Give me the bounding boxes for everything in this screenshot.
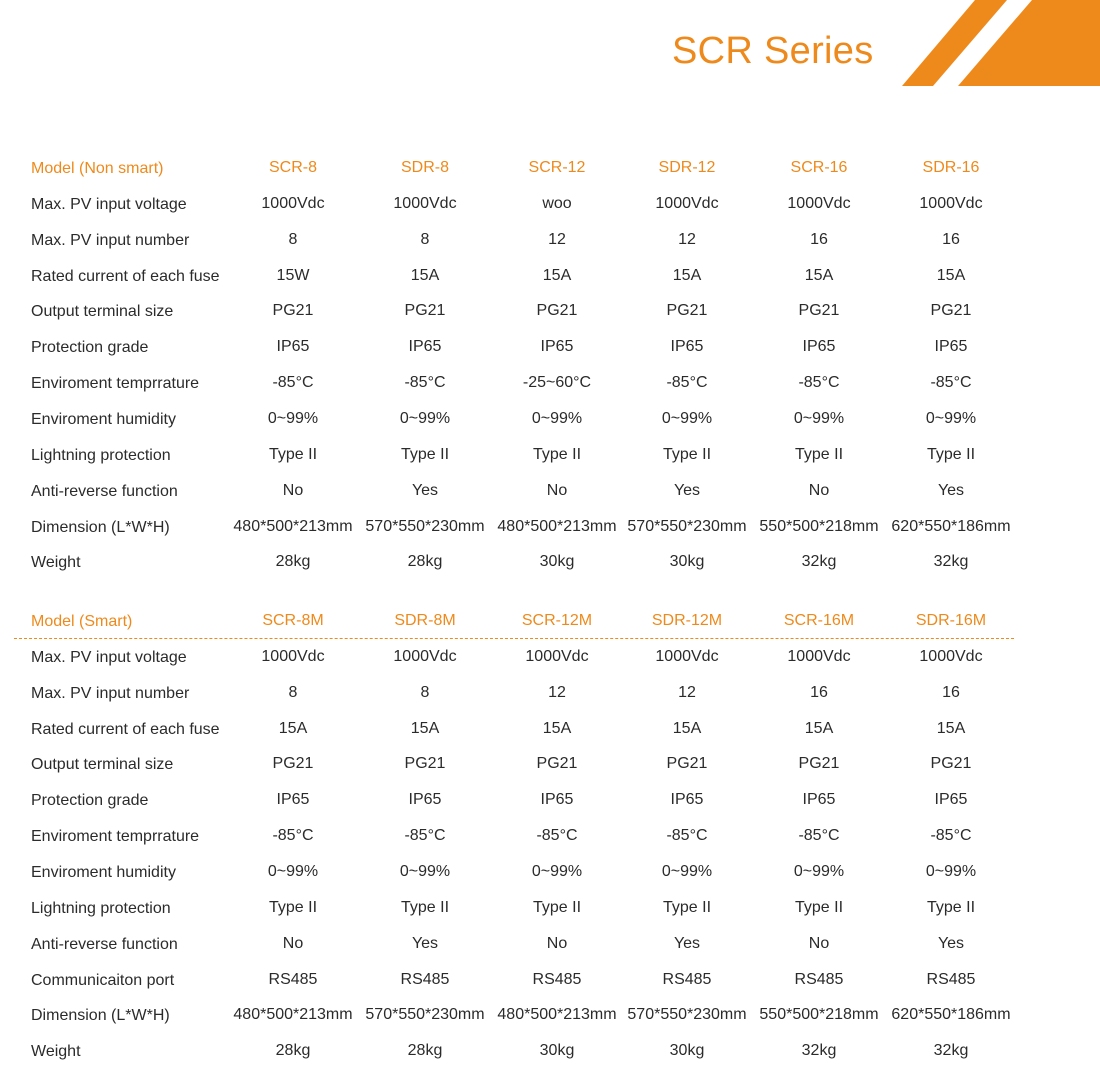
spec-value-cell: 1000Vdc — [655, 194, 719, 212]
spec-row — [0, 293, 1100, 329]
spec-value-cell: 0~99% — [661, 409, 713, 427]
spec-value-cell: IP65 — [408, 791, 442, 809]
spec-value-cell: 0~99% — [925, 862, 977, 880]
spec-row — [0, 509, 1100, 545]
spec-label: Weight — [31, 554, 81, 572]
spec-value-cell: 15A — [542, 719, 572, 737]
spec-value-cell: -85°C — [666, 827, 708, 845]
spec-value-cell: No — [808, 934, 830, 952]
spec-row — [0, 401, 1100, 437]
spec-row — [0, 437, 1100, 473]
spec-row — [0, 639, 1100, 675]
spec-value-cell: Type II — [662, 445, 712, 463]
spec-value-cell: RS485 — [662, 970, 712, 988]
spec-value-cell: PG21 — [930, 755, 972, 773]
spec-value-cell: 0~99% — [531, 862, 583, 880]
spec-value-cell: -85°C — [798, 827, 840, 845]
spec-label: Communicaiton port — [31, 971, 175, 989]
spec-value-cell: 480*500*213mm — [497, 517, 617, 535]
model-name-cell: SDR-12 — [658, 159, 716, 176]
spec-value-cell: -85°C — [798, 374, 840, 392]
spec-value-cell: 480*500*213mm — [233, 1006, 353, 1024]
model-header-label: Model (Smart) — [31, 613, 133, 630]
spec-value-cell: PG21 — [666, 755, 708, 773]
spec-label: Max. PV input number — [31, 684, 190, 702]
spec-row — [0, 962, 1100, 998]
spec-value-cell: No — [282, 481, 304, 499]
model-name-cell: SCR-16 — [790, 159, 848, 176]
spec-value-cell: 1000Vdc — [919, 194, 983, 212]
spec-value-cell: 32kg — [801, 1042, 837, 1060]
spec-value-cell: 1000Vdc — [393, 194, 457, 212]
spec-row — [0, 186, 1100, 222]
spec-value-cell: 15A — [410, 719, 440, 737]
spec-value-cell: IP65 — [540, 338, 574, 356]
spec-label: Output terminal size — [31, 303, 174, 321]
spec-label: Rated current of each fuse — [31, 720, 220, 738]
spec-value-cell: -85°C — [404, 827, 446, 845]
model-name-cell: SDR-8M — [394, 612, 456, 629]
spec-value-cell: IP65 — [802, 338, 836, 356]
spec-row — [0, 329, 1100, 365]
spec-value-cell: Type II — [794, 445, 844, 463]
spec-value-cell: Type II — [268, 898, 318, 916]
spec-label: Protection grade — [31, 339, 149, 357]
spec-value-cell: 8 — [288, 230, 298, 248]
spec-row — [0, 544, 1100, 580]
spec-value-cell: Type II — [532, 898, 582, 916]
spec-value-cell: 570*550*230mm — [627, 517, 747, 535]
spec-value-cell: IP65 — [934, 338, 968, 356]
spec-value-cell: 15A — [542, 266, 572, 284]
spec-value-cell: 28kg — [407, 1042, 443, 1060]
spec-value-cell: 32kg — [801, 553, 837, 571]
spec-value-cell: RS485 — [532, 970, 582, 988]
spec-value-cell: Type II — [926, 898, 976, 916]
spec-value-cell: PG21 — [272, 302, 314, 320]
spec-value-cell: 0~99% — [793, 862, 845, 880]
spec-value-cell: IP65 — [540, 791, 574, 809]
spec-value-cell: Type II — [532, 445, 582, 463]
spec-row — [0, 675, 1100, 711]
spec-value-cell: No — [546, 481, 568, 499]
spec-value-cell: 32kg — [933, 1042, 969, 1060]
model-name-cell: SCR-12 — [528, 159, 586, 176]
spec-row — [0, 926, 1100, 962]
spec-value-cell: No — [808, 481, 830, 499]
spec-label: Enviroment humidity — [31, 863, 176, 881]
spec-value-cell: -85°C — [272, 374, 314, 392]
spec-value-cell: Type II — [926, 445, 976, 463]
spec-value-cell: 0~99% — [399, 862, 451, 880]
spec-value-cell: IP65 — [276, 338, 310, 356]
spec-value-cell: 0~99% — [399, 409, 451, 427]
model-name-cell: SDR-8 — [400, 159, 449, 176]
model-name-cell: SCR-8M — [262, 612, 324, 629]
spec-value-cell: 1000Vdc — [655, 647, 719, 665]
spec-value-cell: 570*550*230mm — [365, 517, 485, 535]
spec-row — [0, 258, 1100, 294]
spec-label: Anti-reverse function — [31, 482, 178, 500]
spec-value-cell: -25~60°C — [522, 374, 592, 392]
spec-value-cell: IP65 — [934, 791, 968, 809]
spec-label: Enviroment temprrature — [31, 375, 200, 393]
spec-value-cell: PG21 — [666, 302, 708, 320]
page-title: SCR Series — [672, 30, 874, 72]
spec-value-cell: Type II — [268, 445, 318, 463]
model-name-cell: SCR-16M — [783, 612, 855, 629]
spec-value-cell: PG21 — [798, 755, 840, 773]
spec-value-cell: PG21 — [798, 302, 840, 320]
spec-value-cell: PG21 — [536, 755, 578, 773]
spec-value-cell: 16 — [810, 230, 828, 248]
spec-label: Enviroment temprrature — [31, 828, 200, 846]
spec-value-cell: -85°C — [272, 827, 314, 845]
spec-value-cell: No — [546, 934, 568, 952]
spec-value-cell: 1000Vdc — [261, 194, 325, 212]
spec-value-cell: 1000Vdc — [261, 647, 325, 665]
spec-value-cell: 15A — [278, 719, 308, 737]
spec-value-cell: IP65 — [276, 791, 310, 809]
model-name-cell: SCR-8 — [268, 159, 317, 176]
spec-value-cell: Yes — [673, 481, 701, 499]
spec-value-cell: RS485 — [794, 970, 844, 988]
spec-value-cell: IP65 — [802, 791, 836, 809]
spec-value-cell: Type II — [400, 898, 450, 916]
spec-value-cell: -85°C — [930, 374, 972, 392]
spec-value-cell: IP65 — [408, 338, 442, 356]
spec-row — [0, 711, 1100, 747]
spec-value-cell: Yes — [411, 934, 439, 952]
spec-value-cell: 480*500*213mm — [497, 1006, 617, 1024]
spec-value-cell: 28kg — [275, 1042, 311, 1060]
spec-label: Protection grade — [31, 792, 149, 810]
spec-label: Enviroment humidity — [31, 410, 176, 428]
spec-label: Max. PV input voltage — [31, 195, 187, 213]
spec-value-cell: 15W — [276, 266, 310, 284]
spec-value-cell: PG21 — [930, 302, 972, 320]
spec-label: Dimension (L*W*H) — [31, 1007, 170, 1025]
spec-value-cell: Type II — [794, 898, 844, 916]
spec-value-cell: 1000Vdc — [525, 647, 589, 665]
spec-value-cell: 28kg — [407, 553, 443, 571]
spec-row — [0, 746, 1100, 782]
spec-value-cell: 8 — [420, 683, 430, 701]
spec-value-cell: Yes — [673, 934, 701, 952]
spec-value-cell: 620*550*186mm — [891, 1006, 1011, 1024]
spec-row — [0, 997, 1100, 1033]
spec-value-cell: Type II — [400, 445, 450, 463]
spec-value-cell: 16 — [942, 683, 960, 701]
spec-value-cell: Yes — [937, 481, 965, 499]
spec-value-cell: 12 — [678, 683, 696, 701]
spec-value-cell: 0~99% — [793, 409, 845, 427]
spec-value-cell: 30kg — [669, 1042, 705, 1060]
spec-value-cell: 15A — [804, 719, 834, 737]
spec-value-cell: 12 — [548, 683, 566, 701]
spec-label: Lightning protection — [31, 446, 171, 464]
spec-value-cell: -85°C — [930, 827, 972, 845]
spec-value-cell: 1000Vdc — [787, 194, 851, 212]
spec-value-cell: PG21 — [404, 302, 446, 320]
model-header-row — [0, 603, 1100, 639]
spec-row — [0, 782, 1100, 818]
spec-value-cell: 620*550*186mm — [891, 517, 1011, 535]
spec-value-cell: 0~99% — [925, 409, 977, 427]
spec-value-cell: 570*550*230mm — [627, 1006, 747, 1024]
spec-value-cell: 15A — [672, 266, 702, 284]
model-header-row — [0, 150, 1100, 186]
spec-value-cell: 8 — [420, 230, 430, 248]
spec-row — [0, 365, 1100, 401]
spec-value-cell: 15A — [936, 266, 966, 284]
spec-value-cell: 0~99% — [267, 862, 319, 880]
spec-label: Max. PV input voltage — [31, 648, 187, 666]
spec-label: Dimension (L*W*H) — [31, 518, 170, 536]
spec-value-cell: Yes — [411, 481, 439, 499]
spec-value-cell: 12 — [548, 230, 566, 248]
spec-value-cell: IP65 — [670, 791, 704, 809]
model-name-cell: SDR-16 — [922, 159, 980, 176]
spec-value-cell: 1000Vdc — [919, 647, 983, 665]
spec-value-cell: 30kg — [539, 1042, 575, 1060]
spec-value-cell: IP65 — [670, 338, 704, 356]
spec-value-cell: 30kg — [669, 553, 705, 571]
spec-value-cell: 16 — [942, 230, 960, 248]
spec-label: Max. PV input number — [31, 231, 190, 249]
spec-value-cell: 0~99% — [661, 862, 713, 880]
spec-value-cell: 8 — [288, 683, 298, 701]
spec-label: Lightning protection — [31, 899, 171, 917]
spec-value-cell: 1000Vdc — [393, 647, 457, 665]
spec-value-cell: 15A — [672, 719, 702, 737]
spec-value-cell: Type II — [662, 898, 712, 916]
spec-value-cell: 550*500*218mm — [759, 1006, 879, 1024]
spec-value-cell: RS485 — [400, 970, 450, 988]
spec-value-cell: Yes — [937, 934, 965, 952]
model-name-cell: SDR-16M — [915, 612, 987, 629]
spec-row — [0, 818, 1100, 854]
spec-value-cell: RS485 — [926, 970, 976, 988]
spec-value-cell: -85°C — [404, 374, 446, 392]
spec-value-cell: PG21 — [404, 755, 446, 773]
spec-value-cell: -85°C — [536, 827, 578, 845]
model-name-cell: SCR-12M — [521, 612, 593, 629]
spec-value-cell: PG21 — [536, 302, 578, 320]
spec-value-cell: 0~99% — [267, 409, 319, 427]
spec-label: Weight — [31, 1043, 81, 1061]
spec-value-cell: 30kg — [539, 553, 575, 571]
spec-value-cell: 15A — [410, 266, 440, 284]
spec-value-cell: No — [282, 934, 304, 952]
decorative-stripes — [895, 0, 1100, 86]
model-name-cell: SDR-12M — [651, 612, 723, 629]
spec-value-cell: 570*550*230mm — [365, 1006, 485, 1024]
spec-row — [0, 222, 1100, 258]
spec-value-cell: PG21 — [272, 755, 314, 773]
spec-row — [0, 854, 1100, 890]
spec-row — [0, 1033, 1100, 1069]
spec-value-cell: 1000Vdc — [787, 647, 851, 665]
spec-label: Rated current of each fuse — [31, 267, 220, 285]
spec-label: Output terminal size — [31, 756, 174, 774]
spec-value-cell: 15A — [936, 719, 966, 737]
spec-value-cell: 28kg — [275, 553, 311, 571]
spec-label: Anti-reverse function — [31, 935, 178, 953]
spec-value-cell: 0~99% — [531, 409, 583, 427]
spec-value-cell: 32kg — [933, 553, 969, 571]
spec-value-cell: 12 — [678, 230, 696, 248]
model-header-label: Model (Non smart) — [31, 160, 164, 177]
spec-row — [0, 473, 1100, 509]
spec-value-cell: 15A — [804, 266, 834, 284]
spec-value-cell: 550*500*218mm — [759, 517, 879, 535]
spec-value-cell: RS485 — [268, 970, 318, 988]
spec-value-cell: woo — [542, 194, 572, 212]
spec-value-cell: 16 — [810, 683, 828, 701]
spec-row — [0, 890, 1100, 926]
spec-value-cell: -85°C — [666, 374, 708, 392]
spec-value-cell: 480*500*213mm — [233, 517, 353, 535]
